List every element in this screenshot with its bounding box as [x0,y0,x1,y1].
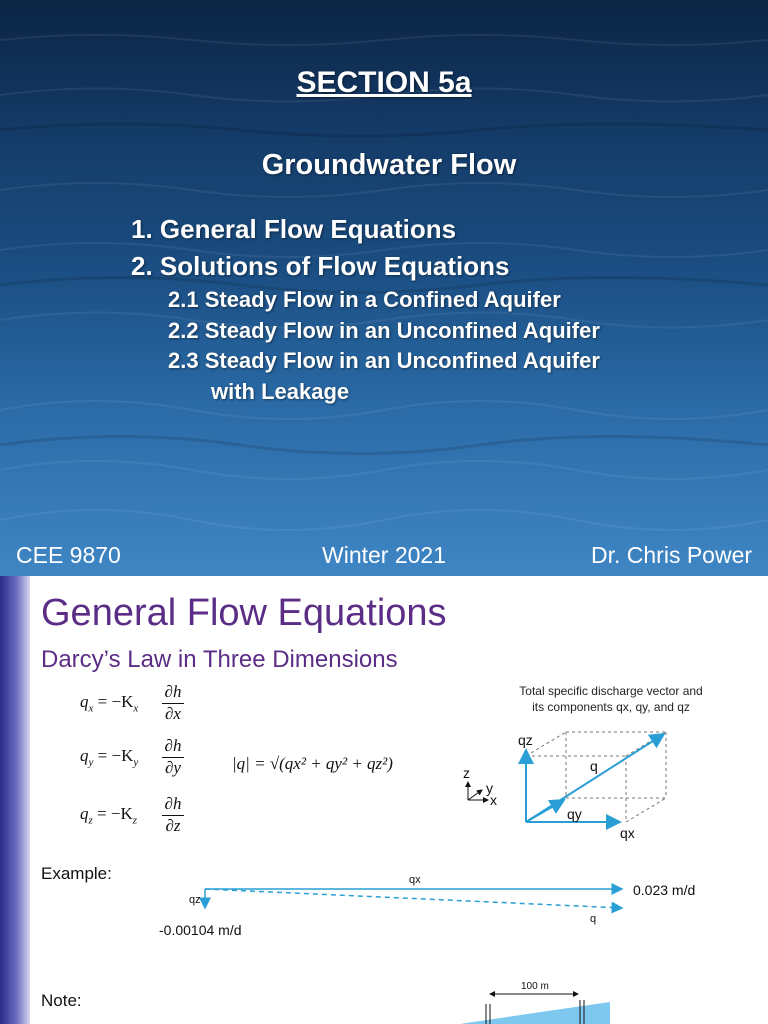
note-distance: 100 m [521,981,549,992]
example-qx-value: 0.023 m/d [633,882,696,898]
vector-label-qy: qy [567,806,582,822]
vector-label-qz: qz [518,732,533,748]
example-label: Example: [41,864,112,883]
section-title: SECTION 5a [296,66,472,99]
outline-subitem-2-1: 2.1 Steady Flow in a Confined Aquifer [168,287,561,312]
axis-label-y: y [486,780,493,796]
note-diagram [460,994,610,1024]
note-label: Note: [41,991,82,1010]
slide-title: General Flow Equations [41,592,447,634]
example-qz-value: -0.00104 m/d [159,922,242,938]
slide-subtitle: Darcy’s Law in Three Dimensions [41,646,398,673]
outline-subitem-2-3: 2.3 Steady Flow in an Unconfined Aquifer [168,348,600,373]
vector-label-q: q [590,758,598,774]
darcy-equation-x: $q_x = -K_x$ ∂h ∂x [80,682,200,728]
outline-subitem-2-3-cont: with Leakage [211,379,350,404]
darcy-equation-z: $q_z = -K_z$ ∂h ∂z [80,794,200,840]
footer-instructor: Dr. Chris Power [591,542,753,568]
outline-subitem-2-2: 2.2 Steady Flow in an Unconfined Aquifer [168,318,600,343]
component-vectors [526,734,664,822]
discharge-vector-diagram [0,576,768,1024]
axis-label-z: z [463,765,470,781]
magnitude-equation: |q| = √(qx² + qy² + qz²) [232,754,393,773]
example-vectors [205,889,622,908]
axis-label-x: x [490,792,497,808]
example-label-qz: qz [189,894,201,906]
vector-label-qx: qx [620,825,635,841]
axis-triad [468,782,488,800]
example-label-qx: qx [409,874,421,886]
example-label-q: q [590,913,597,925]
darcy-equation-y: $q_y = -K_y$ ∂h ∂y [80,736,200,782]
slide-subtitle: Groundwater Flow [261,149,517,181]
outline-item-1: 1. General Flow Equations [131,214,457,244]
footer-course: CEE 9870 [16,542,121,568]
diagram-caption: Total specific discharge vector and its components qx, qy, and qz [519,684,703,714]
footer-term: Winter 2021 [322,542,447,568]
outline-item-2: 2. Solutions of Flow Equations [131,251,510,281]
content-slide [0,576,768,1024]
